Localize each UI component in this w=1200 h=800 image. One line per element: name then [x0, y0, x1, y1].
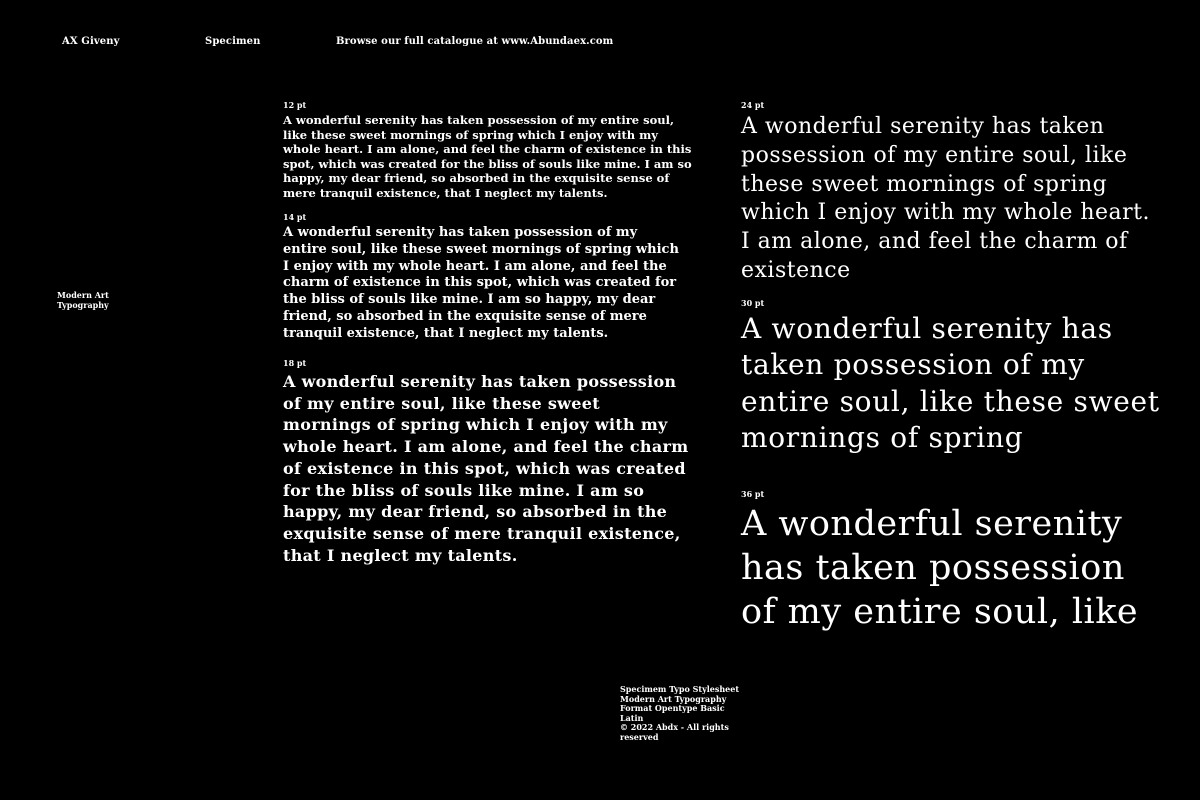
sample-36pt: [741, 489, 1171, 634]
section-title: Specimen: [205, 36, 261, 47]
sample-12pt: [283, 100, 693, 200]
sample-24pt-label: 24 pt: [741, 100, 765, 110]
sample-14pt-text: A wonderful serenity has taken possession of my entire soul, like these sweet mornings of spring which I enjoy with my whole heart. I am alone, and feel the charm of existence in this spot, which was created for the bliss of souls like mine. I am so happy, my dear friend, so absorbed in the exquisite sense of mere tranquil existence, that I neglect my talents.: [283, 225, 679, 341]
sample-24pt: [741, 100, 1161, 286]
sample-14pt: [283, 212, 683, 343]
sample-36pt-label: 36 pt: [741, 489, 765, 499]
colophon-line1: Specimem Typo Stylesheet: [620, 684, 740, 694]
sample-12pt-text: A wonderful serenity has taken possession of my entire soul, like these sweet mornings of spring which I enjoy with my whole heart. I am alone, and feel the charm of existence in this spot, which was created for the bliss of souls like mine. I am so happy, my dear friend, so absorbed in the exquisite sense of mere tranquil existence, that I neglect my talents.: [283, 113, 692, 200]
colophon-line3: Format Opentype Basic Latin: [620, 703, 725, 723]
sample-18pt-label: 18 pt: [283, 358, 307, 368]
colophon-line2: Modern Art Typography: [620, 693, 727, 704]
sample-18pt-text: A wonderful serenity has taken possession of my entire soul, like these sweet mornings of spring which I enjoy with my whole heart. I am alone, and feel the charm of existence in this spot, which was created for the bliss of souls like mine. I am so happy, my dear friend, so absorbed in the exquisite sense of mere tranquil existence, that I neglect my talents.: [283, 372, 689, 565]
sample-18pt: [283, 358, 693, 566]
sample-12pt-label: 12 pt: [283, 100, 307, 110]
sample-36pt-text: A wonderful serenity has taken possession of my entire soul, like: [741, 504, 1139, 632]
sidebar-caption-line1: Modern Art: [57, 290, 109, 300]
colophon: [620, 685, 742, 742]
sidebar-caption: [57, 290, 109, 310]
sample-30pt-text: A wonderful serenity has taken possession of my entire soul, like these sweet mornings of spring: [741, 312, 1160, 454]
sample-30pt: [741, 298, 1161, 456]
brand-name: AX Giveny: [62, 36, 120, 47]
sidebar-caption-line2: Typography: [57, 300, 109, 310]
colophon-line4: © 2022 Abdx - All rights reserved: [620, 722, 729, 742]
sample-30pt-label: 30 pt: [741, 298, 765, 308]
sample-24pt-text: A wonderful serenity has taken possession of my entire soul, like these sweet mornings of spring which I enjoy with my whole heart. I am alone, and feel the charm of existence: [741, 114, 1150, 283]
sample-14pt-label: 14 pt: [283, 212, 307, 222]
catalogue-link[interactable]: Browse our full catalogue at www.Abundaex.com: [336, 36, 614, 47]
